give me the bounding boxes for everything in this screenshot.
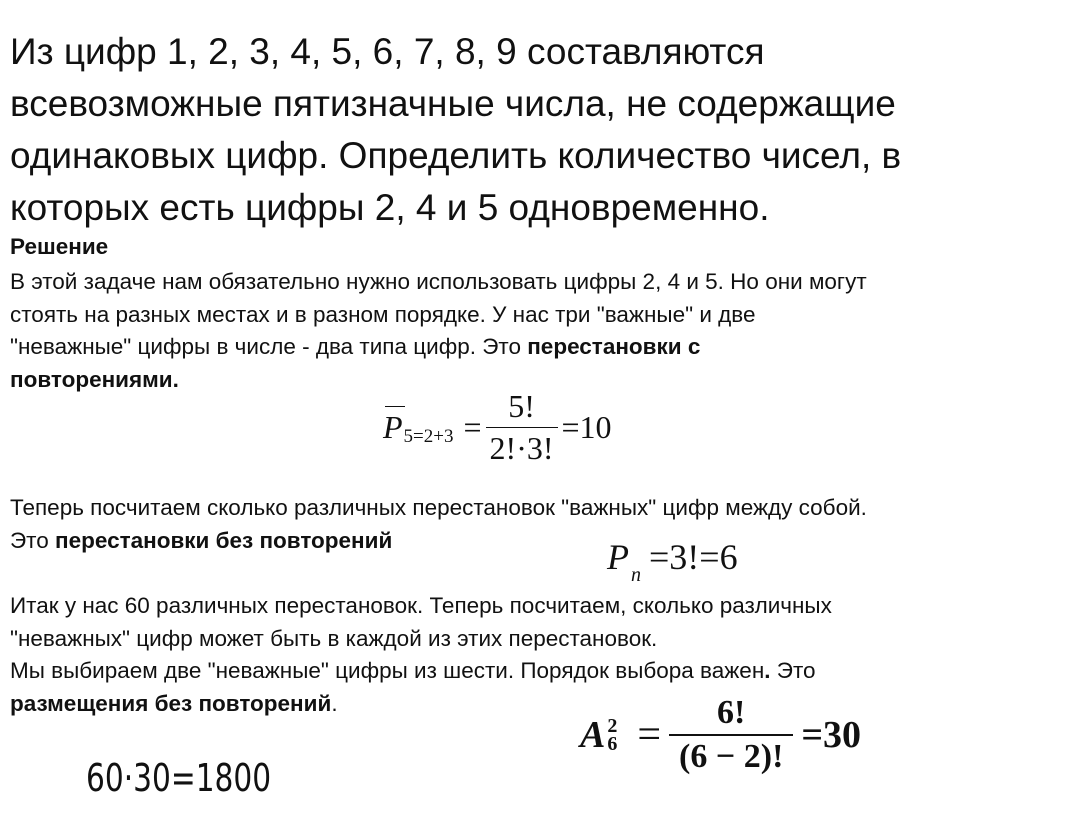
fraction: [669, 694, 793, 776]
problem-line: одинаковых цифр. Определить количество чисел, в: [10, 135, 902, 176]
problem-line: Из цифр 1, 2, 3, 4, 5, 6, 7, 8, 9 составляются: [10, 31, 765, 72]
formula-permutations: [607, 536, 738, 586]
paragraph-text: "неважные" цифры в числе - два типа цифр. Это: [10, 334, 528, 359]
formula-subscript: 5=2+3: [403, 426, 454, 447]
term-arrangements-without-repetition: размещения без повторений: [10, 690, 332, 716]
term-permutations-without-repetition: перестановки без повторений: [55, 527, 393, 553]
solution-paragraph-2: [10, 492, 867, 557]
term-permutations-with-repetition-end: повторениями.: [10, 366, 179, 392]
paragraph-line: [10, 655, 832, 688]
formula-rest: =3!=6: [649, 537, 738, 577]
paragraph-text: Это: [10, 527, 55, 553]
term-permutations-with-repetition: перестановки с: [527, 334, 701, 359]
paragraph-line: [10, 525, 867, 558]
formula-result: =30: [801, 714, 862, 756]
solution-paragraph-1: [10, 266, 867, 396]
final-result: 60·30=1800: [86, 756, 272, 800]
paragraph-line: "неважных" цифр может быть в каждой из этих перестановок.: [10, 625, 658, 651]
fraction-numerator: 5!: [508, 387, 535, 424]
formula-symbol: P: [383, 408, 403, 445]
formula-subscript: 6: [607, 733, 618, 755]
solution-heading: Решение: [10, 234, 109, 259]
paragraph-bold-dot: .: [764, 658, 771, 683]
formula-equals: =: [463, 408, 482, 445]
fraction-numerator: 6!: [717, 694, 746, 731]
overline: [385, 406, 405, 407]
paragraph-text: Мы выбираем две "неважные" цифры из шести. Порядок выбора важен: [10, 658, 765, 683]
paragraph-text: .: [331, 690, 338, 716]
formula-equals: =: [637, 712, 662, 758]
fraction-denominator: 2!·3!: [486, 427, 558, 467]
formula-symbol: P: [607, 537, 629, 577]
paragraph-line: [10, 331, 867, 364]
paragraph-line: В этой задаче нам обязательно нужно использовать цифры 2, 4 и 5. Но они могут: [10, 269, 867, 294]
problem-line: которых есть цифры 2, 4 и 5 одновременно.: [10, 187, 770, 228]
problem-statement: [10, 26, 1070, 234]
formula-symbol: A: [580, 714, 606, 756]
formula-indices: [607, 717, 617, 753]
formula-permutations-with-repetition: [383, 384, 612, 470]
formula-result: =10: [561, 408, 612, 445]
formula-subscript: n: [631, 564, 641, 586]
formula-superscript: 2: [607, 715, 618, 737]
paragraph-line: Теперь посчитаем сколько различных перестановок "важных" цифр между собой.: [10, 495, 867, 520]
fraction: [486, 388, 558, 467]
paragraph-text: Это: [770, 658, 816, 683]
paragraph-line: Итак у нас 60 различных перестановок. Теперь посчитаем, сколько различных: [10, 593, 832, 618]
paragraph-line: стоять на разных местах и в разном порядке. У нас три "важные" и две: [10, 301, 756, 327]
formula-arrangements: [580, 694, 861, 776]
problem-line: всевозможные пятизначные числа, не содержащие: [10, 83, 896, 124]
fraction-denominator: (6 − 2)!: [669, 734, 793, 776]
